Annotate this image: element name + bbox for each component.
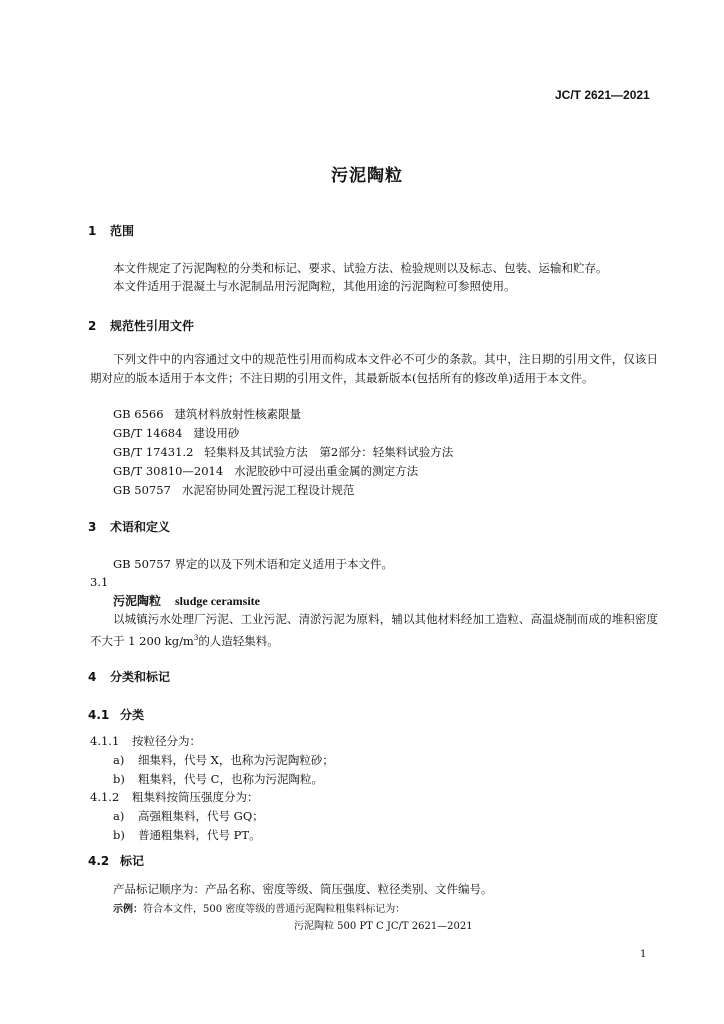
section-number: 2 — [88, 319, 97, 333]
list-text: 粗集料，代号 C，也称为污泥陶粒。 — [138, 772, 323, 786]
reference-name: 轻集料及其试验方法 第2部分：轻集料试验方法 — [204, 445, 454, 459]
subsection-4-1-heading — [88, 706, 144, 723]
section-4-heading — [88, 668, 170, 685]
list-marker: a) — [113, 809, 125, 823]
clause-number: 4.1.1 — [90, 734, 120, 748]
example-line — [113, 900, 405, 915]
subsection-title: 分类 — [120, 708, 145, 722]
section-number: 4 — [88, 670, 97, 684]
reference-name: 水泥窑协同处置污泥工程设计规范 — [181, 483, 355, 497]
scope-paragraph-2: 本文件适用于混凝土与水泥制品用污泥陶粒，其他用途的污泥陶粒可参照使用。 — [113, 279, 516, 293]
example-code: 污泥陶粒 500 PT C JC/T 2621—2021 — [294, 921, 473, 932]
section-number: 3 — [88, 520, 97, 534]
clause-4-1-2 — [90, 788, 259, 806]
reference-name: 建筑材料放射性核素限量 — [174, 407, 302, 421]
example-label: 示例： — [113, 904, 143, 915]
clause-text: 粗集料按筒压强度分为： — [132, 790, 259, 804]
term-heading — [113, 592, 260, 609]
list-item — [113, 826, 261, 844]
section-title: 规范性引用文件 — [110, 319, 195, 333]
term-english: sludge ceramsite — [175, 594, 260, 608]
marking-order-text: 产品标记顺序为：产品名称、密度等级、筒压强度、粒径类别、文件编号。 — [113, 882, 493, 896]
list-marker: b) — [113, 772, 125, 786]
reference-item — [113, 481, 354, 499]
term-number: 3.1 — [90, 575, 109, 589]
subsection-4-2-heading — [88, 852, 144, 869]
reference-code: GB 50757 — [113, 483, 171, 497]
section-title: 范围 — [110, 224, 135, 238]
reference-item — [113, 462, 418, 480]
definition-end: 的人造轻集料。 — [198, 633, 279, 648]
definition-text: 以城镇污水处理厂污泥、工业污泥、清淤污泥为原料，辅以其他材料经加工造粒、高温烧制而成的堆积密度不大于 1 200 kg/m — [90, 612, 658, 648]
term-definition — [90, 610, 658, 650]
section-3-heading — [88, 518, 170, 535]
example-text: 符合本文件，500 密度等级的普通污泥陶粒粗集料标记为： — [143, 904, 406, 915]
clause-text: 按粒径分为： — [132, 734, 201, 748]
clause-4-1-1 — [90, 732, 201, 750]
subsection-number: 4.1 — [88, 708, 110, 722]
list-text: 细集料，代号 X，也称为污泥陶粒砂； — [138, 753, 334, 767]
normative-references-intro: 下列文件中的内容通过文中的规范性引用而构成本文件必不可少的条款。其中，注日期的引用文件，仅该日期对应的版本适用于本文件；不注日期的引用文件，其最新版本(包括所有的修改单)适用于本文件。 — [90, 352, 658, 385]
list-item — [113, 751, 334, 769]
reference-item — [113, 405, 301, 423]
section-1-heading — [88, 222, 134, 239]
clause-number: 4.1.2 — [90, 790, 120, 804]
page-number: 1 — [640, 949, 647, 960]
unit-superscript: 3 — [193, 633, 199, 642]
section-2-heading — [88, 317, 194, 334]
section-title: 分类和标记 — [110, 670, 171, 684]
reference-code: GB 6566 — [113, 407, 164, 421]
reference-item — [113, 443, 453, 461]
section-number: 1 — [88, 224, 97, 238]
list-text: 高强粗集料，代号 GQ； — [138, 809, 264, 823]
reference-code: GB/T 17431.2 — [113, 445, 194, 459]
reference-item — [113, 424, 239, 442]
reference-code: GB/T 14684 — [113, 426, 183, 440]
subsection-title: 标记 — [120, 854, 145, 868]
page-title: 污泥陶粒 — [331, 166, 403, 186]
subsection-number: 4.2 — [88, 854, 110, 868]
reference-name: 建设用砂 — [193, 426, 240, 440]
terms-intro: GB 50757 界定的以及下列术语和定义适用于本文件。 — [113, 557, 394, 571]
reference-name: 水泥胶砂中可浸出重金属的测定方法 — [234, 464, 419, 478]
scope-paragraph-1: 本文件规定了污泥陶粒的分类和标记、要求、试验方法、检验规则以及标志、包装、运输和贮存。 — [113, 261, 608, 275]
document-code: JC/T 2621—2021 — [555, 88, 650, 102]
list-marker: a) — [113, 753, 125, 767]
section-title: 术语和定义 — [110, 520, 171, 534]
reference-code: GB/T 30810—2014 — [113, 464, 224, 478]
term-chinese: 污泥陶粒 — [113, 594, 162, 608]
list-marker: b) — [113, 828, 125, 842]
list-item — [113, 770, 323, 788]
list-item — [113, 807, 264, 825]
list-text: 普通粗集料，代号 PT。 — [138, 828, 261, 842]
